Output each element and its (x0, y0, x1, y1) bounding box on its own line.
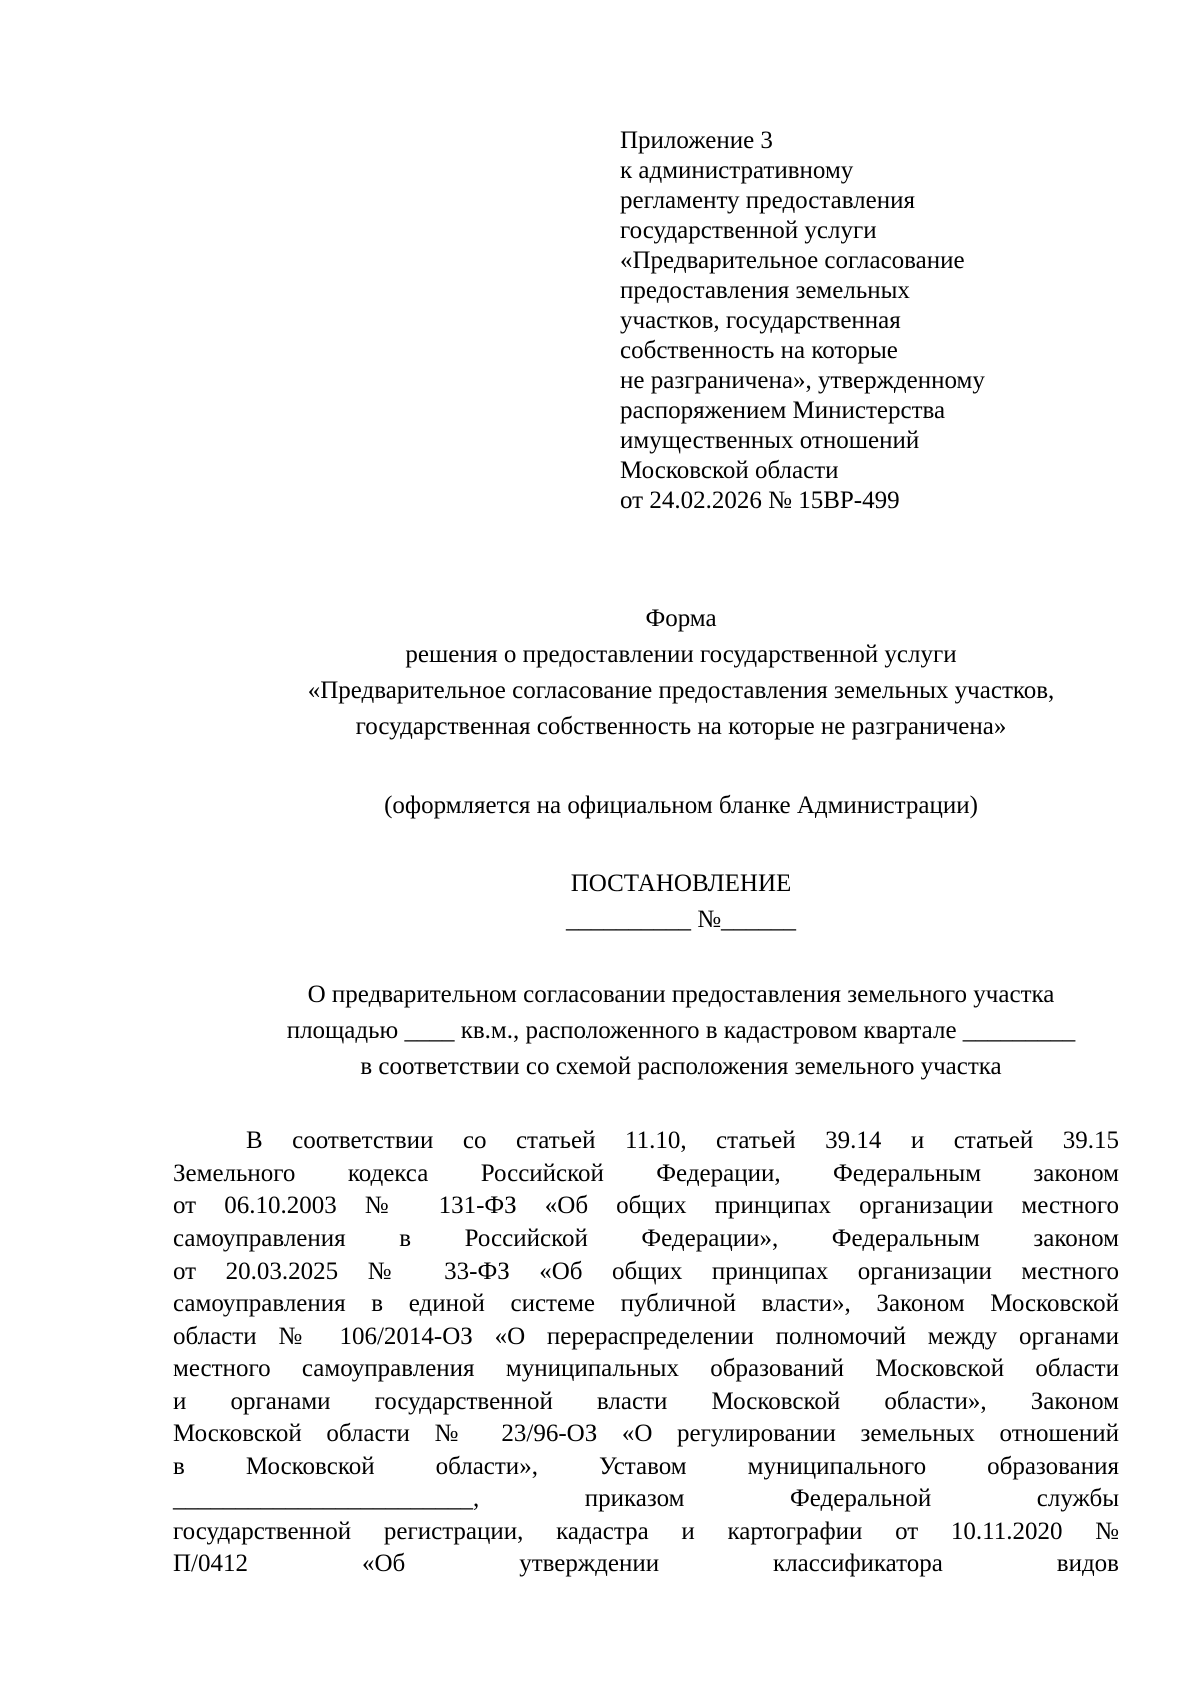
body-line: Московской области № 23/96-ОЗ «О регулировании земельных отношений (173, 1420, 1119, 1447)
appendix-line: не разграничена», утвержденному (620, 367, 985, 394)
appendix-line: Приложение 3 (620, 127, 773, 154)
body-line: самоуправления в единой системе публичной власти», Законом Московской (173, 1290, 1119, 1317)
body-line: от 20.03.2025 № 33-ФЗ «Об общих принципах организации местного (173, 1258, 1119, 1285)
body-line: ________________________, приказом Федеральной службы (173, 1485, 1119, 1512)
form-title-line: «Предварительное согласование предоставления земельных участков, (307, 677, 1055, 704)
body-line: от 06.10.2003 № 131-ФЗ «Об общих принципах организации местного (173, 1192, 1119, 1219)
decree-number-line: __________ №______ (565, 906, 797, 933)
body-line: области № 106/2014-ОЗ «О перераспределении полномочий между органами (173, 1323, 1119, 1350)
appendix-line: к административному (620, 157, 854, 184)
form-title-heading: Форма (645, 605, 717, 632)
subject-line: в соответствии со схемой расположения земельного участка (360, 1053, 1002, 1080)
body-line: государственной регистрации, кадастра и картографии от 10.11.2020 № (173, 1518, 1119, 1545)
body-line: и органами государственной власти Московской области», Законом (173, 1388, 1119, 1415)
form-title-line: государственная собственность на которые не разграничена» (355, 713, 1007, 740)
appendix-line: регламенту предоставления (620, 187, 916, 214)
appendix-line: собственность на которые (620, 337, 898, 364)
body-line: самоуправления в Российской Федерации», Федеральным законом (173, 1225, 1119, 1252)
appendix-block (620, 126, 1140, 516)
body-line: местного самоуправления муниципальных образований Московской области (173, 1355, 1119, 1382)
body-line: П/0412 «Об утверждении классификатора видов (173, 1550, 1119, 1577)
appendix-line: предоставления земельных (620, 277, 910, 304)
appendix-line: Московской области (620, 457, 839, 484)
subject-line: площадью ____ кв.м., расположенного в кадастровом квартале _________ (286, 1017, 1076, 1044)
appendix-line: имущественных отношений (620, 427, 920, 454)
subject-line: О предварительном согласовании предоставления земельного участка (307, 981, 1055, 1008)
form-title-line: решения о предоставлении государственной услуги (405, 641, 957, 668)
appendix-line: распоряжением Министерства (620, 397, 946, 424)
decree-title: ПОСТАНОВЛЕНИЕ (570, 870, 792, 897)
appendix-line: «Предварительное согласование (620, 247, 965, 274)
blank-note: (оформляется на официальном бланке Администрации) (384, 792, 978, 819)
appendix-line: от 24.02.2026 № 15ВР-499 (620, 487, 900, 514)
appendix-line: государственной услуги (620, 217, 877, 244)
body-line: в Московской области», Уставом муниципального образования (173, 1453, 1119, 1480)
appendix-line: участков, государственная (620, 307, 901, 334)
body-line: Земельного кодекса Российской Федерации, Федеральным законом (173, 1160, 1119, 1187)
body-line: В соответствии со статьей 11.10, статьей 39.14 и статьей 39.15 (246, 1127, 1119, 1154)
